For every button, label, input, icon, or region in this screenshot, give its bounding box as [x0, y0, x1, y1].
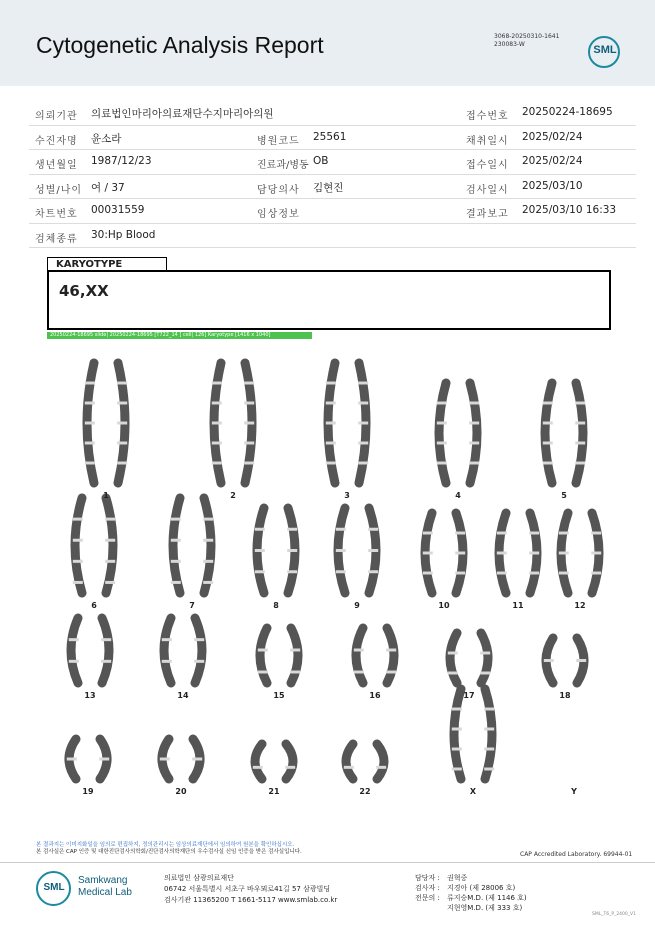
- patient-value: 윤소라: [91, 132, 122, 145]
- institution-label: 의뢰기관: [35, 111, 78, 122]
- karyogram-image: [0, 340, 655, 810]
- receipt-no-label: 접수번호: [466, 111, 509, 122]
- patient-label: 수진자명: [35, 135, 78, 147]
- dept-value: OB: [313, 155, 329, 167]
- chromosome-pair-9: [336, 508, 378, 593]
- collect-date-value: 2025/02/24: [522, 130, 583, 143]
- chromosome-label-21: 21: [268, 787, 280, 796]
- sex-age-value: 여 / 37: [91, 181, 125, 194]
- footer-divider: [0, 862, 655, 863]
- chromosome-label-16: 16: [369, 691, 381, 700]
- chart-no-value: 00031559: [91, 204, 145, 216]
- hospital-code-value: 25561: [313, 130, 347, 143]
- chromosome-label-13: 13: [84, 691, 96, 700]
- result-label: 결과보고: [466, 209, 509, 220]
- company-name-line-1: Samkwang: [78, 875, 128, 886]
- staff-1-value: 권혁중: [447, 874, 468, 882]
- chromosome-label-22: 22: [359, 787, 371, 796]
- chromosome-pair-5: [543, 383, 585, 483]
- staff-list: [415, 873, 527, 913]
- dob-value: 1987/12/23: [91, 155, 152, 167]
- chromosome-label-19: 19: [82, 787, 94, 796]
- specimen-value: 30:Hp Blood: [91, 228, 156, 241]
- chromosome-pair-17: [448, 633, 490, 683]
- karyogram: [0, 340, 655, 810]
- chromosome-label-1: 1: [103, 491, 109, 500]
- company-name: [78, 875, 132, 899]
- report-title: Cytogenetic Analysis Report: [36, 32, 324, 58]
- chromosome-pair-6: [73, 498, 115, 593]
- address-line-3: 검사기관 11365200 T 1661-5117 www.smlab.co.kr: [164, 896, 338, 904]
- footer-notes: [36, 842, 302, 856]
- chromosome-pair-19: [67, 739, 109, 779]
- info-row: [29, 150, 636, 175]
- chromosome-label-7: 7: [189, 601, 195, 610]
- test-date-label: 검사일시: [466, 184, 509, 196]
- doctor-value: 김현진: [313, 181, 344, 194]
- footer-note-1: 본 결과지는 이미지화일을 임의로 편집하지, 정의관리시는 임상의료재단에서 임의하여 원본을 확인하십시오.: [36, 842, 295, 848]
- chromosome-pair-11: [497, 513, 539, 593]
- dob-label: 생년월일: [35, 160, 78, 171]
- info-row: [29, 199, 636, 224]
- document-id-line-2: 230083-W: [494, 41, 525, 48]
- chromosome-label-5: 5: [561, 491, 567, 500]
- staff-2-value: 지경아 (제 28006 호): [447, 884, 516, 892]
- chromosome-pair-1: [85, 363, 127, 483]
- patient-info-table: [29, 101, 636, 248]
- doctor-label: 담당의사: [257, 184, 300, 196]
- result-date-value: 2025/03/10 16:33: [522, 204, 617, 216]
- chromosome-label-10: 10: [438, 601, 450, 610]
- info-row: [29, 101, 636, 126]
- chromosome-pair-12: [559, 513, 601, 593]
- chromosome-pair-4: [437, 383, 479, 483]
- chromosome-label-6: 6: [91, 601, 97, 610]
- karyotype-result: 46,XX: [59, 282, 109, 300]
- chromosome-pair-14: [162, 618, 204, 683]
- cap-accreditation: CAP Accredited Laboratory. 69944-01: [520, 851, 633, 858]
- info-row: [29, 126, 636, 151]
- chromosome-pair-16: [354, 628, 396, 683]
- chromosome-pair-2: [212, 363, 254, 483]
- hospital-code-label: 병원코드: [257, 135, 300, 147]
- form-code: SML_T6_P_2400_V1: [592, 912, 636, 917]
- receipt-date-label: 접수일시: [466, 160, 509, 171]
- receipt-no-value: 20250224-18695: [522, 106, 613, 118]
- info-row: [29, 224, 636, 249]
- test-date-value: 2025/03/10: [522, 179, 583, 192]
- chart-no-label: 차트번호: [35, 209, 78, 220]
- staff-1-label: 담당자 :: [415, 874, 440, 882]
- chromosome-label-11: 11: [512, 601, 524, 610]
- chromosome-label-14: 14: [177, 691, 189, 700]
- clinical-label: 임상정보: [257, 209, 300, 220]
- address-line-1: 의료법인 삼광의료재단: [164, 874, 234, 882]
- chromosome-pair-21: [253, 744, 295, 779]
- dept-label: 진료과/병동: [257, 160, 309, 171]
- chromosome-label-20: 20: [175, 787, 187, 796]
- chromosome-pair-7: [171, 498, 213, 593]
- staff-3-label: 전문의 :: [415, 894, 440, 902]
- karyotype-tab: KARYOTYPE: [47, 257, 167, 270]
- receipt-date-value: 2025/02/24: [522, 155, 583, 167]
- chromosome-pair-x: [452, 689, 494, 779]
- chromosome-label-17: 17: [463, 691, 475, 700]
- report-header: [0, 0, 655, 86]
- address-line-2: 06742 서울특별시 서초구 바우뫼로41길 57 삼광빌딩: [164, 885, 331, 893]
- chromosome-label-y: Y: [571, 787, 577, 796]
- chromosome-pair-22: [344, 744, 386, 779]
- collect-date-label: 채취일시: [466, 135, 509, 147]
- staff-3-value: 류지승M.D. (제 1146 호): [447, 894, 527, 902]
- document-id: [494, 33, 559, 49]
- chromosome-pair-10: [423, 513, 465, 593]
- chromosome-label-12: 12: [574, 601, 586, 610]
- document-id-line-1: 3068-20250310-1641: [494, 33, 560, 40]
- info-row: [29, 175, 636, 200]
- footer-note-2: 본 검사실은 CAP 인증 및 대한진단검사의학회/진단검사의학재단의 우수검사실 신임 인증을 받은 검사실입니다.: [36, 849, 302, 855]
- chromosome-label-4: 4: [455, 491, 461, 500]
- chromosome-pair-18: [544, 638, 586, 683]
- sex-age-label: 성별/나이: [35, 184, 83, 196]
- institution-value: 의료법인마리아의료재단수지마리아의원: [91, 108, 274, 120]
- chromosome-pair-3: [326, 363, 368, 483]
- karyotype-image-caption: 20250224-18695 slide| 20250224-18695 [T722_14 ] cell| 126] Karyotype [1416 x 1040]: [47, 332, 312, 339]
- chromosome-label-18: 18: [559, 691, 571, 700]
- chromosome-pair-15: [258, 628, 300, 683]
- company-name-line-2: Medical Lab: [78, 887, 132, 898]
- specimen-label: 검체종류: [35, 233, 78, 245]
- company-address: [164, 873, 337, 906]
- chromosome-label-x: X: [469, 787, 477, 796]
- staff-4-value: 지현영M.D. (제 333 호): [447, 904, 523, 912]
- karyotype-result-box: [47, 270, 611, 330]
- chromosome-pair-13: [69, 618, 111, 683]
- chromosome-label-2: 2: [230, 491, 236, 500]
- samkwang-logo-text: SML: [43, 882, 65, 893]
- chromosome-pair-20: [160, 739, 202, 779]
- chromosome-label-9: 9: [354, 601, 360, 610]
- staff-2-label: 검사자 :: [415, 884, 440, 892]
- chromosome-label-15: 15: [273, 691, 285, 700]
- sml-logo-text: SML: [593, 44, 617, 56]
- chromosome-label-3: 3: [344, 491, 350, 500]
- chromosome-label-8: 8: [273, 601, 279, 610]
- chromosome-pair-8: [255, 508, 297, 593]
